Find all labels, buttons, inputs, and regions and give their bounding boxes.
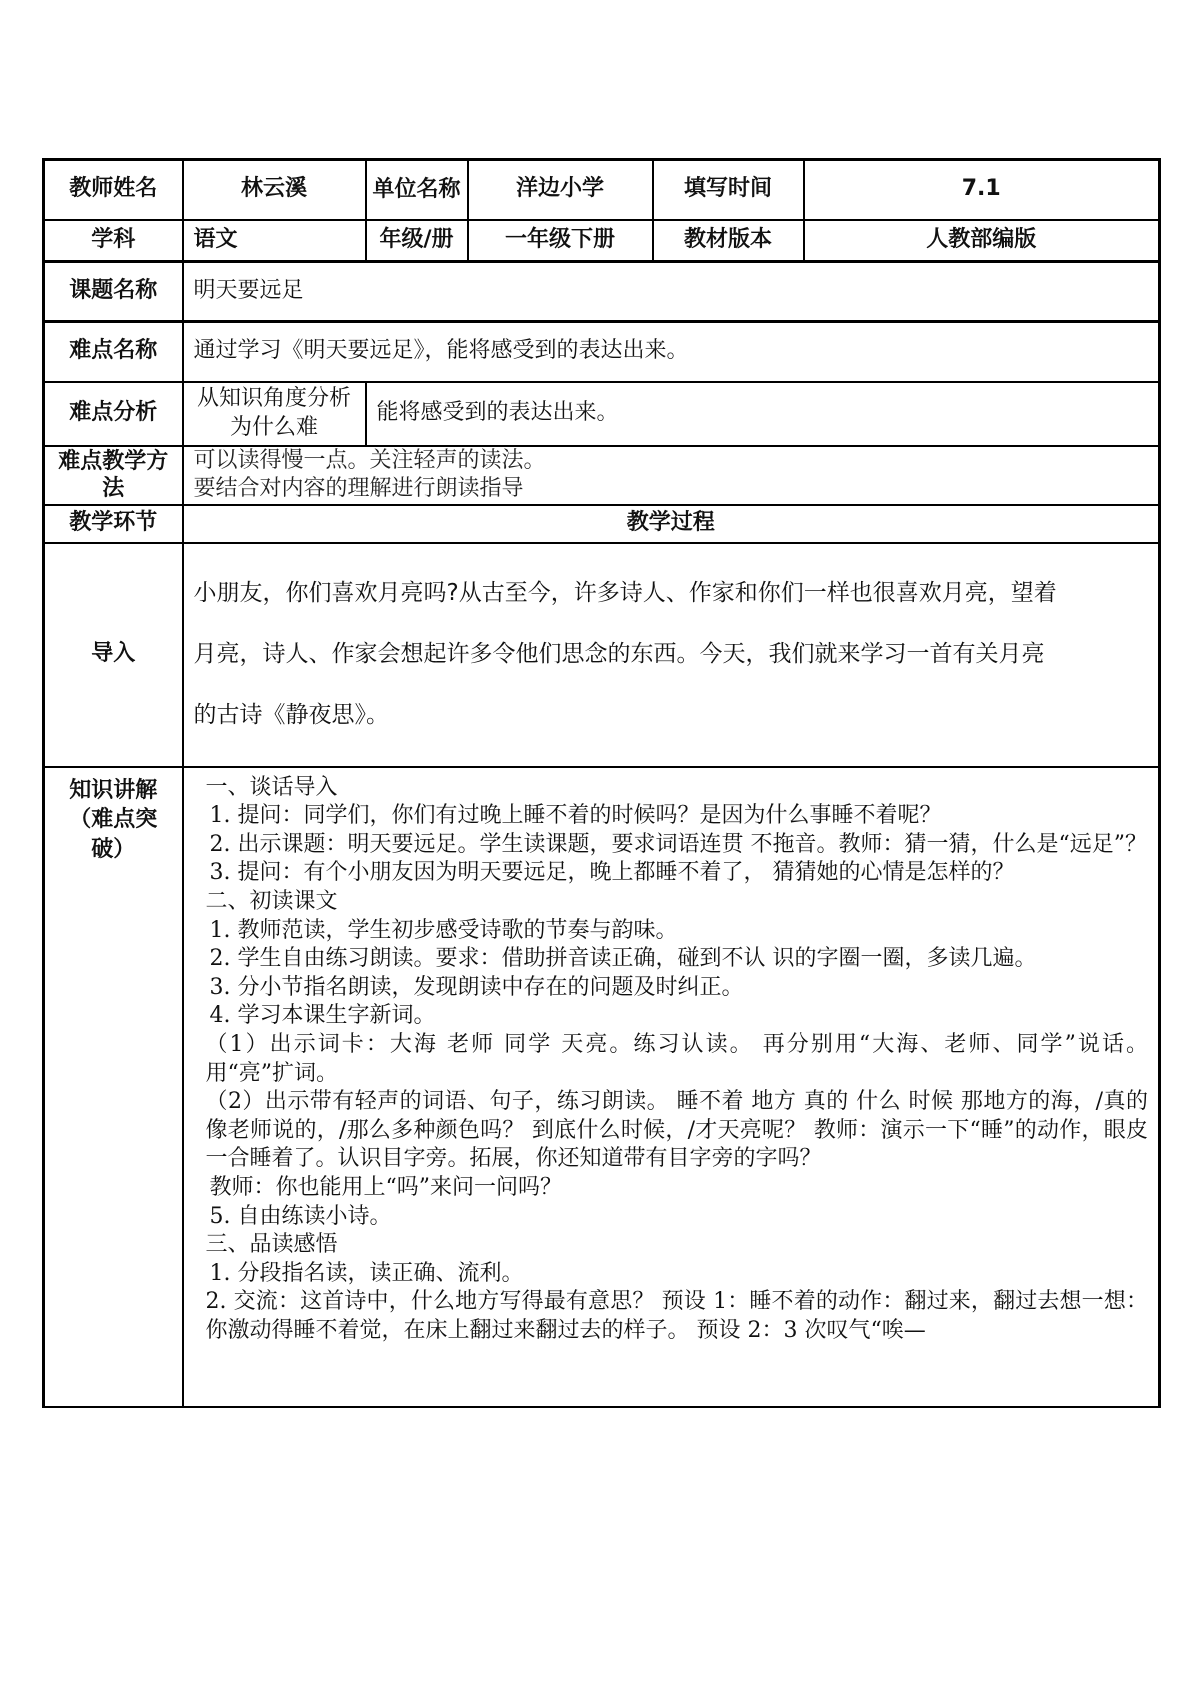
method-label: 难点教学方法 [44, 446, 183, 505]
unit-name-value: 洋边小学 [468, 160, 653, 220]
knowledge-label: 知识讲解（难点突破） [44, 767, 183, 1407]
process-step-label: 教学环节 [44, 505, 183, 543]
subject-value: 语文 [183, 220, 366, 262]
content-line: 2. 交流：这首诗中，什么地方写得最有意思？ 预设 1：睡不着的动作：翻过来，翻过去想一想：你激动得睡不着觉，在床上翻过来翻过去的样子。 预设 2：3 次叹气“唉— [205, 1289, 1148, 1343]
fill-date-label: 填写时间 [653, 160, 804, 220]
content-line: 1. 提问：同学们，你们有过晚上睡不着的时候吗？是因为什么事睡不着呢？ [209, 803, 942, 829]
teacher-name-value: 林云溪 [183, 160, 366, 220]
analysis-sub-label: 从知识角度分析为什么难 [183, 382, 366, 446]
content-line: 1. 教师范读，学生初步感受诗歌的节奏与韵味。 [209, 917, 678, 943]
method-line-1: 可以读得慢一点。关注轻声的读法。 [193, 447, 546, 473]
difficulty-label: 难点名称 [44, 322, 183, 382]
content-line: 教师：你也能用上“吗”来问一问吗？ [209, 1175, 562, 1200]
content-line: （1）出示词卡：大海 老师 同学 天亮。练习认读。 再分别用“大海、老师、同学”说话。用“亮”扩词。 [205, 1032, 1148, 1086]
content-line: 3. 分小节指名朗读，发现朗读中存在的问题及时纠正。 [209, 974, 744, 1000]
content-line: 2. 出示课题：明天要远足。学生读课题，要求词语连贯 不拖音。教师：猜一猜，什么是“远足”？ [209, 831, 1147, 857]
intro-line: 小朋友，你们喜欢月亮吗?从古至今，许多诗人、作家和你们一样也很喜欢月亮，望着 [193, 580, 1057, 607]
teacher-name-label: 教师姓名 [44, 160, 183, 220]
edition-label: 教材版本 [653, 220, 804, 262]
method-value [183, 446, 1160, 505]
analysis-label: 难点分析 [44, 382, 183, 446]
content-line: 4. 学习本课生字新词。 [209, 1003, 436, 1029]
subject-label: 学科 [44, 220, 183, 262]
method-line-2: 要结合对内容的理解进行朗读指导 [193, 476, 524, 502]
grade-label: 年级/册 [366, 220, 468, 262]
section-heading: 二、初读课文 [205, 889, 338, 915]
intro-content [183, 543, 1160, 767]
knowledge-content [183, 767, 1160, 1407]
topic-value: 明天要远足 [183, 262, 1160, 322]
process-header: 教学过程 [183, 505, 1160, 543]
fill-date-value: 7.1 [804, 160, 1160, 220]
edition-value: 人教部编版 [804, 220, 1160, 262]
difficulty-value: 通过学习《明天要远足》，能将感受到的表达出来。 [183, 322, 1160, 382]
section-heading: 一、谈话导入 [205, 774, 338, 800]
intro-line: 的古诗《静夜思》。 [193, 702, 389, 729]
intro-line: 月亮，诗人、作家会想起许多令他们思念的东西。今天，我们就来学习一首有关月亮 [193, 641, 1045, 668]
content-line: （2）出示带有轻声的词语、句子，练习朗读。 睡不着 地方 真的 什么 时候 那地方的海，/真的像老师说的，/那么多种颜色吗？ 到底什么时候，/才天亮呢？ 教师：演示一下“睡”的动作，眼皮一合睡着了。认识目字旁。拓展，你还知道带有目字旁的字吗？ [205, 1089, 1148, 1172]
intro-label: 导入 [44, 543, 183, 767]
lesson-plan-table [42, 158, 1161, 1408]
section-heading: 三、品读感悟 [205, 1232, 338, 1258]
grade-value: 一年级下册 [468, 220, 653, 262]
content-line: 3. 提问：有个小朋友因为明天要远足，晚上都睡不着了， 猜猜她的心情是怎样的？ [209, 860, 1015, 886]
unit-name-label: 单位名称 [366, 160, 468, 220]
content-line: 2. 学生自由练习朗读。要求：借助拼音读正确，碰到不认 识的字圈一圈，多读几遍。 [209, 946, 1037, 972]
topic-label: 课题名称 [44, 262, 183, 322]
content-line: 1. 分段指名读，读正确、流利。 [209, 1260, 524, 1286]
analysis-value: 能将感受到的表达出来。 [366, 382, 1160, 446]
content-line: 5. 自由练读小诗。 [209, 1203, 392, 1229]
